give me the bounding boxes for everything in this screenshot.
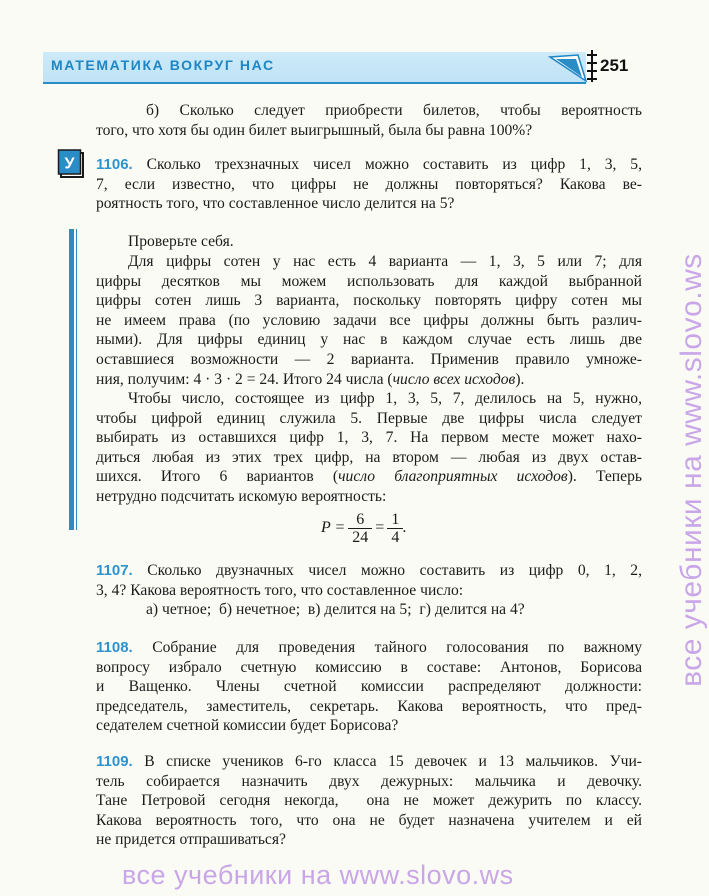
badge-letter: У — [64, 155, 75, 173]
problem-1107 — [96, 561, 642, 620]
fraction-6-24 — [350, 511, 370, 546]
text-line: б) Сколько следует приобрести билетов, чтобы вероятность — [146, 102, 642, 119]
formula-period: . — [402, 519, 407, 536]
text-line: тель собирается назначить двух дежурных: мальчика и девочку. — [96, 772, 642, 790]
continuation-text — [96, 101, 642, 140]
problem-number: 1106. — [96, 156, 133, 173]
equals-sign: = — [375, 519, 385, 536]
text-line: выбирать из оставшихся цифр 1, 3, 7. На первом месте может нахо- — [96, 429, 642, 447]
text-line: вопросу избрало счетную комиссию в составе: Антонов, Борисова — [96, 658, 642, 676]
formula-lhs: P = — [321, 519, 346, 536]
problem-1106 — [96, 155, 642, 214]
spiral-binding-icon — [585, 48, 599, 84]
text-line: не имеем права (по условию задачи все цифры должны быть различ- — [96, 311, 642, 329]
text-line: председатель, заместитель, секретарь. Какова вероятность, что пред- — [96, 697, 642, 715]
text-line: Какова вероятность того, что она не будет назначена учителем и ей — [96, 811, 642, 829]
text-fragment: ). — [515, 370, 525, 388]
student-task-badge-icon — [57, 148, 87, 180]
text-line: цифры сотен лишь 3 варианта, поскольку повторять цифру сотен мы — [96, 292, 642, 310]
text-line: того, что хотя бы один билет выигрышный, была бы равна 100%? — [96, 121, 533, 139]
text-line: оставшиеся возможности — 2 варианта. Применив правило умноже- — [96, 350, 642, 368]
side-watermark: все учебники на www.slovo.ws — [675, 253, 708, 687]
problem-number: 1109. — [96, 753, 133, 770]
text-line: 3, 4? Какова вероятность того, что составленное число: — [96, 581, 464, 599]
fraction-denominator: 24 — [352, 528, 369, 546]
answer-options: а) четное; б) нечетное; в) делится на 5; г) делится на 4? — [146, 601, 525, 619]
answer-block-bar — [69, 229, 74, 530]
problem-1109 — [96, 752, 642, 850]
text-line: и Ващенко. Члены счетной комиссии распределяют должности: — [96, 678, 642, 696]
problem-text: Сколько трехзначных чисел можно составить из цифр 1, 3, 5, — [146, 156, 642, 173]
text-line: ными). Для цифры единиц у нас в каждом случае есть лишь две — [96, 331, 642, 349]
text-line: нетрудно подсчитать искомую вероятность: — [96, 487, 387, 505]
problem-text: Сколько двузначных чисел можно составить из цифр 0, 1, 2, — [147, 562, 642, 579]
term-favorable-outcomes: число благоприятных исходов — [338, 468, 568, 486]
text-line: 7, если известно, что цифры не должны повторяться? Какова ве- — [96, 175, 642, 193]
text-line: Чтобы число, состоящее из цифр 1, 3, 5, 7, делилось на 5, нужно, — [128, 390, 642, 407]
bottom-watermark: все учебники на www.slovo.ws — [122, 860, 514, 890]
probability-formula — [321, 508, 406, 548]
fraction-1-4 — [389, 511, 401, 546]
term-all-outcomes: число всех исходов — [392, 370, 516, 388]
check-paragraph-1 — [96, 252, 642, 389]
problem-1108 — [96, 638, 642, 736]
problem-number: 1108. — [96, 639, 133, 656]
text-line: Тане Петровой сегодня некогда, она не может дежурить по классу. — [96, 792, 642, 810]
text-line: не придется отпрашиваться? — [96, 831, 286, 849]
corner-arrow-icon — [548, 47, 588, 83]
fraction-numerator: 6 — [356, 510, 365, 528]
text-line: ния, получим: 4 · 3 · 2 = 24. Итого 24 числа ( — [96, 370, 393, 388]
header-rule — [43, 82, 586, 84]
text-line: цифры десятков мы можем использовать для каждой выбранной — [96, 272, 642, 290]
check-heading: Проверьте себя. — [128, 233, 234, 250]
problem-text: В списке учеников 6-го класса 15 девочек и 13 мальчиков. Учи- — [144, 753, 642, 770]
fraction-denominator: 4 — [391, 528, 400, 546]
check-heading-block — [96, 232, 642, 252]
text-fragment: ). Теперь — [567, 468, 642, 486]
text-line: шихся. Итого 6 вариантов ( — [96, 468, 339, 486]
section-title: МАТЕМАТИКА ВОКРУГ НАС — [51, 57, 275, 73]
check-paragraph-2 — [96, 389, 642, 507]
text-line: роятность того, что составленное число делится на 5? — [96, 195, 455, 213]
answer-block-bar-thin — [76, 229, 77, 530]
problem-number: 1107. — [96, 562, 133, 579]
fraction-numerator: 1 — [391, 510, 400, 528]
problem-text: Собрание для проведения тайного голосования по важному — [152, 639, 642, 656]
text-line: Для цифры сотен у нас есть 4 варианта — 1, 3, 5 или 7; для — [128, 253, 642, 270]
text-line: диться любая из этих трех цифр, на втором — любая из двух остав- — [96, 448, 642, 466]
text-line: седателем счетной комиссии будет Борисова? — [96, 717, 399, 735]
text-line: чтобы цифрой единиц служила 5. Первые две цифры числа следует — [96, 409, 642, 427]
page-number: 251 — [600, 56, 629, 75]
